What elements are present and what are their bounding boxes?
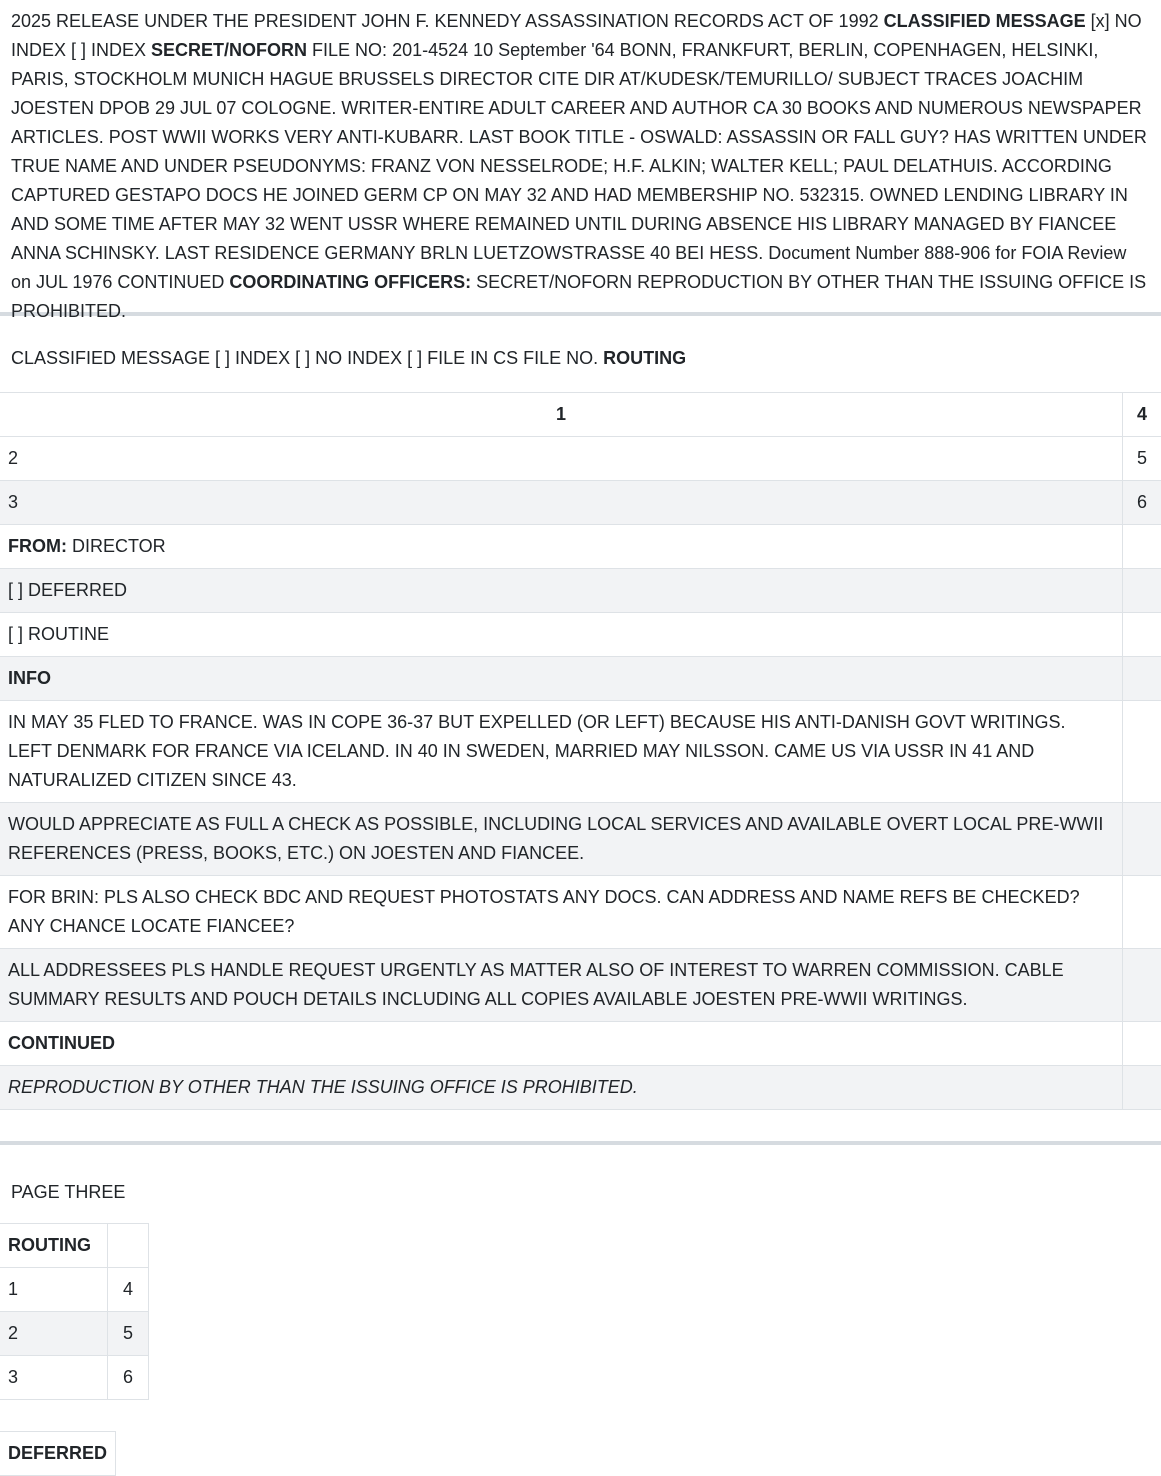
empty-cell <box>1123 803 1161 876</box>
table-row <box>0 1066 1161 1110</box>
table-row <box>0 876 1161 949</box>
release-text-3: FILE NO: 201-4524 10 September '64 BONN, FRANKFURT, BERLIN, COPENHAGEN, HELSINKI, PARIS, STOCKHOLM MUNICH HAGUE BRUSSELS DIRECTOR CITE DIR AT/KUDESK/TEMURILLO/ SUBJECT TRACES JOACHIM JOESTEN DPOB 29 JUL 07 COLOGNE. WRITER-ENTIRE ADULT CAREER AND AUTHOR CA 30 BOOKS AND NUMEROUS NEWSPAPER ARTICLES. POST WWII WORKS VERY ANTI-KUBARR. LAST BOOK TITLE - OSWALD: ASSASSIN OR FALL GUY? HAS WRITTEN UNDER TRUE NAME AND UNDER PSEUDONYMS: FRANZ VON NESSELRODE; H.F. ALKIN; WALTER KELL; PAUL DELATHUIS. ACCORDING CAPTURED GESTAPO DOCS HE JOINED GERM CP ON MAY 32 AND HAD MEMBERSHIP NO. 532315. OWNED LENDING LIBRARY IN AND SOME TIME AFTER MAY 32 WENT USSR WHERE REMAINED UNTIL DURING ABSENCE HIS LIBRARY MANAGED BY FIANCEE ANNA SCHINSKY. LAST RESIDENCE GERMANY BRLN LUETZOWSTRASSE 40 BEI HESS. Document Number 888-906 for FOIA Review on JUL 1976 CONTINUED <box>11 40 1147 292</box>
table-row <box>0 949 1161 1022</box>
table-row <box>0 701 1161 803</box>
coordinating-officers-label: COORDINATING OFFICERS: <box>229 272 471 292</box>
table-row <box>0 803 1161 876</box>
table-row <box>0 1356 149 1400</box>
from-cell <box>0 525 1123 569</box>
empty-cell <box>1123 1066 1161 1110</box>
routing-cell-6: 6 <box>1123 481 1161 525</box>
classified-message-label: CLASSIFIED MESSAGE <box>884 11 1086 31</box>
routing-cell: 5 <box>108 1312 149 1356</box>
page-three-routing-table <box>0 1223 149 1400</box>
release-header-paragraph <box>0 0 1161 312</box>
routing-cell-2: 2 <box>0 437 1123 481</box>
routine-cell: [ ] ROUTINE <box>0 613 1123 657</box>
table-row <box>0 613 1161 657</box>
message-cell-3: FOR BRIN: PLS ALSO CHECK BDC AND REQUEST PHOTOSTATS ANY DOCS. CAN ADDRESS AND NAME REFS BE CHECKED? ANY CHANCE LOCATE FIANCEE? <box>0 876 1123 949</box>
table-row <box>0 393 1161 437</box>
section2-intro-text: CLASSIFIED MESSAGE [ ] INDEX [ ] NO INDEX [ ] FILE IN CS FILE NO. <box>11 348 603 368</box>
routing-cell-3: 3 <box>0 481 1123 525</box>
table-row <box>0 1312 149 1356</box>
from-label: FROM: <box>8 536 67 556</box>
routing-cell: 2 <box>0 1312 108 1356</box>
empty-cell <box>1123 657 1161 701</box>
empty-cell <box>1123 613 1161 657</box>
release-text-1: 2025 RELEASE UNDER THE PRESIDENT JOHN F. KENNEDY ASSASSINATION RECORDS ACT OF 1992 <box>11 11 884 31</box>
table-row <box>0 437 1161 481</box>
section2-routing-label: ROUTING <box>603 348 686 368</box>
routing-cell-5: 5 <box>1123 437 1161 481</box>
table-row <box>0 525 1161 569</box>
message-cell-4: ALL ADDRESSEES PLS HANDLE REQUEST URGENTLY AS MATTER ALSO OF INTEREST TO WARREN COMMISSION. CABLE SUMMARY RESULTS AND POUCH DETAILS INCLUDING ALL COPIES AVAILABLE JOESTEN PRE-WWII WRITINGS. <box>0 949 1123 1022</box>
page-three-label: PAGE THREE <box>0 1145 1161 1223</box>
routing-header-cell: ROUTING <box>0 1224 108 1268</box>
table-row <box>0 657 1161 701</box>
empty-cell <box>1123 569 1161 613</box>
routing-cell: 3 <box>0 1356 108 1400</box>
table-row <box>0 1022 1161 1066</box>
deferred-cell: [ ] DEFERRED <box>0 569 1123 613</box>
table-row <box>0 1224 149 1268</box>
info-cell: INFO <box>0 657 1123 701</box>
routing-cell-1: 1 <box>0 393 1123 437</box>
continued-cell: CONTINUED <box>0 1022 1123 1066</box>
deferred-label: DEFERRED <box>0 1431 116 1476</box>
table-row <box>0 569 1161 613</box>
table-row <box>0 1268 149 1312</box>
empty-cell <box>1123 701 1161 803</box>
message-cell-1: IN MAY 35 FLED TO FRANCE. WAS IN COPE 36-37 BUT EXPELLED (OR LEFT) BECAUSE HIS ANTI-DANISH GOVT WRITINGS. LEFT DENMARK FOR FRANCE VIA ICELAND. IN 40 IN SWEDEN, MARRIED MAY NILSSON. CAME US VIA USSR IN 41 AND NATURALIZED CITIZEN SINCE 43. <box>0 701 1123 803</box>
empty-cell <box>1123 525 1161 569</box>
secret-noforn-label: SECRET/NOFORN <box>151 40 307 60</box>
message-cell-2: WOULD APPRECIATE AS FULL A CHECK AS POSSIBLE, INCLUDING LOCAL SERVICES AND AVAILABLE OVERT LOCAL PRE-WWII REFERENCES (PRESS, BOOKS, ETC.) ON JOESTEN AND FIANCEE. <box>0 803 1123 876</box>
routing-cell: 4 <box>108 1268 149 1312</box>
release-text-2: [x] NO INDEX [ ] INDEX <box>11 11 1142 60</box>
routing-cell: 1 <box>0 1268 108 1312</box>
routing-cell-4: 4 <box>1123 393 1161 437</box>
routing-cell: 6 <box>108 1356 149 1400</box>
empty-cell <box>1123 949 1161 1022</box>
table-row <box>0 481 1161 525</box>
empty-cell <box>1123 1022 1161 1066</box>
section2-intro <box>0 316 1161 392</box>
empty-cell <box>1123 876 1161 949</box>
spacer <box>0 1110 1161 1141</box>
from-value: DIRECTOR <box>67 536 166 556</box>
reproduction-cell: REPRODUCTION BY OTHER THAN THE ISSUING OFFICE IS PROHIBITED. <box>0 1066 1123 1110</box>
empty-cell <box>108 1224 149 1268</box>
routing-table <box>0 392 1161 1110</box>
release-text-4: SECRET/NOFORN REPRODUCTION BY OTHER THAN THE ISSUING OFFICE IS PROHIBITED. <box>11 272 1146 321</box>
